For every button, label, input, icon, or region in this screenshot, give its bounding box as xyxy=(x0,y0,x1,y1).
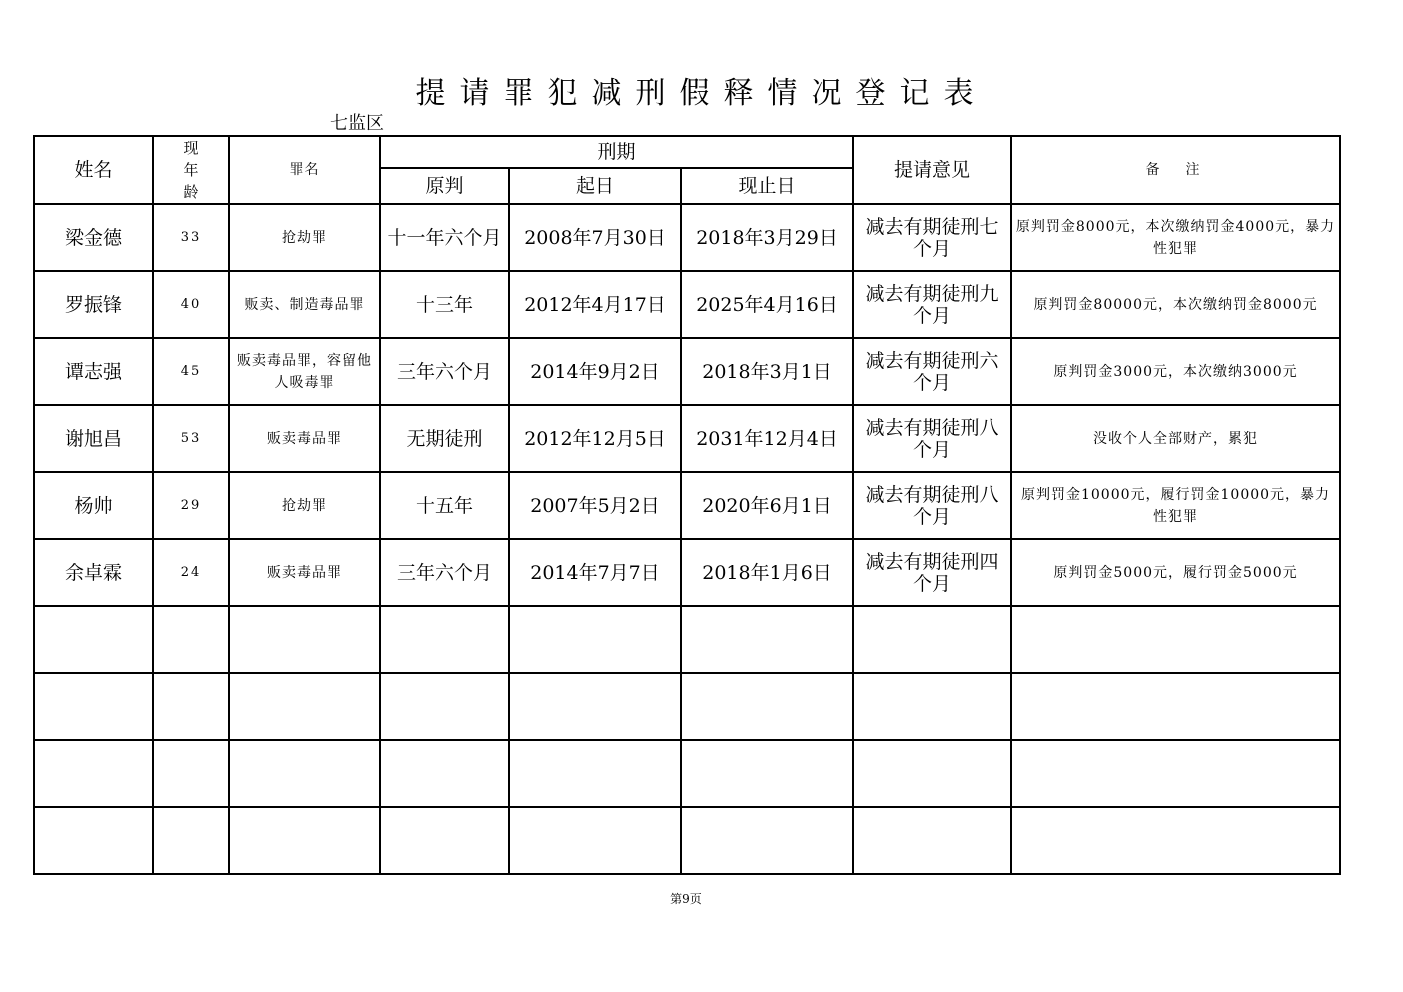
original-sentence-cell: 十三年 xyxy=(380,271,509,338)
empty-cell xyxy=(34,673,153,740)
header-end: 现止日 xyxy=(681,168,853,204)
header-remarks: 备 注 xyxy=(1011,136,1340,204)
start-date-cell: 2012年4月17日 xyxy=(509,271,681,338)
age-cell: 40 xyxy=(153,271,229,338)
empty-cell xyxy=(34,740,153,807)
original-sentence-cell: 无期徒刑 xyxy=(380,405,509,472)
empty-cell xyxy=(153,673,229,740)
remarks-cell: 原判罚金5000元，履行罚金5000元 xyxy=(1011,539,1340,606)
page-title: 提请罪犯减刑假释情况登记表 xyxy=(415,76,988,111)
empty-cell xyxy=(509,807,681,874)
empty-row xyxy=(34,740,1340,807)
table-row xyxy=(34,271,1340,338)
name-cell: 罗振锋 xyxy=(34,271,153,338)
table-row xyxy=(34,204,1340,271)
opinion-cell: 减去有期徒刑四个月 xyxy=(853,539,1011,606)
end-date-cell: 2018年3月29日 xyxy=(681,204,853,271)
empty-cell xyxy=(509,606,681,673)
empty-cell xyxy=(380,807,509,874)
empty-cell xyxy=(229,740,380,807)
remarks-cell: 原判罚金3000元，本次缴纳3000元 xyxy=(1011,338,1340,405)
header-start: 起日 xyxy=(509,168,681,204)
empty-cell xyxy=(509,673,681,740)
empty-cell xyxy=(681,673,853,740)
empty-cell xyxy=(681,807,853,874)
original-sentence-cell: 三年六个月 xyxy=(380,338,509,405)
start-date-cell: 2012年12月5日 xyxy=(509,405,681,472)
opinion-cell: 减去有期徒刑八个月 xyxy=(853,472,1011,539)
empty-cell xyxy=(853,673,1011,740)
header-original: 原判 xyxy=(380,168,509,204)
opinion-cell: 减去有期徒刑七个月 xyxy=(853,204,1011,271)
empty-cell xyxy=(380,606,509,673)
start-date-cell: 2014年9月2日 xyxy=(509,338,681,405)
end-date-cell: 2018年3月1日 xyxy=(681,338,853,405)
table-row xyxy=(34,539,1340,606)
empty-cell xyxy=(229,807,380,874)
table-row xyxy=(34,472,1340,539)
original-sentence-cell: 三年六个月 xyxy=(380,539,509,606)
empty-cell xyxy=(229,673,380,740)
age-cell: 33 xyxy=(153,204,229,271)
district-label: 七监区 xyxy=(330,113,384,134)
age-cell: 45 xyxy=(153,338,229,405)
crime-cell: 抢劫罪 xyxy=(229,204,380,271)
header-age: 现年龄 xyxy=(153,136,229,204)
end-date-cell: 2018年1月6日 xyxy=(681,539,853,606)
header-opinion: 提请意见 xyxy=(853,136,1011,204)
crime-cell: 贩卖毒品罪 xyxy=(229,405,380,472)
name-cell: 杨帅 xyxy=(34,472,153,539)
empty-cell xyxy=(509,740,681,807)
empty-cell xyxy=(153,740,229,807)
end-date-cell: 2020年6月1日 xyxy=(681,472,853,539)
opinion-cell: 减去有期徒刑八个月 xyxy=(853,405,1011,472)
empty-cell xyxy=(1011,740,1340,807)
start-date-cell: 2014年7月7日 xyxy=(509,539,681,606)
header-name: 姓名 xyxy=(34,136,153,204)
empty-cell xyxy=(153,606,229,673)
name-cell: 谢旭昌 xyxy=(34,405,153,472)
empty-cell xyxy=(681,740,853,807)
remarks-cell: 原判罚金8000元，本次缴纳罚金4000元，暴力性犯罪 xyxy=(1011,204,1340,271)
name-cell: 谭志强 xyxy=(34,338,153,405)
remarks-cell: 没收个人全部财产，累犯 xyxy=(1011,405,1340,472)
crime-cell: 贩卖毒品罪 xyxy=(229,539,380,606)
start-date-cell: 2008年7月30日 xyxy=(509,204,681,271)
table-row xyxy=(34,338,1340,405)
crime-cell: 贩卖毒品罪，容留他人吸毒罪 xyxy=(229,338,380,405)
opinion-cell: 减去有期徒刑六个月 xyxy=(853,338,1011,405)
start-date-cell: 2007年5月2日 xyxy=(509,472,681,539)
remarks-cell: 原判罚金80000元，本次缴纳罚金8000元 xyxy=(1011,271,1340,338)
end-date-cell: 2031年12月4日 xyxy=(681,405,853,472)
empty-cell xyxy=(229,606,380,673)
remarks-cell: 原判罚金10000元，履行罚金10000元，暴力性犯罪 xyxy=(1011,472,1340,539)
end-date-cell: 2025年4月16日 xyxy=(681,271,853,338)
crime-cell: 抢劫罪 xyxy=(229,472,380,539)
empty-row xyxy=(34,606,1340,673)
empty-cell xyxy=(34,606,153,673)
header-crime: 罪名 xyxy=(229,136,380,204)
opinion-cell: 减去有期徒刑九个月 xyxy=(853,271,1011,338)
empty-cell xyxy=(853,807,1011,874)
empty-cell xyxy=(1011,606,1340,673)
empty-cell xyxy=(853,740,1011,807)
name-cell: 梁金德 xyxy=(34,204,153,271)
empty-cell xyxy=(34,807,153,874)
empty-row xyxy=(34,673,1340,740)
page-number: 第9页 xyxy=(670,892,702,906)
age-cell: 29 xyxy=(153,472,229,539)
name-cell: 余卓霖 xyxy=(34,539,153,606)
original-sentence-cell: 十一年六个月 xyxy=(380,204,509,271)
crime-cell: 贩卖、制造毒品罪 xyxy=(229,271,380,338)
original-sentence-cell: 十五年 xyxy=(380,472,509,539)
empty-cell xyxy=(681,606,853,673)
header-sentence: 刑期 xyxy=(380,136,853,168)
empty-cell xyxy=(380,740,509,807)
registration-table xyxy=(33,135,1341,875)
age-cell: 24 xyxy=(153,539,229,606)
empty-cell xyxy=(1011,807,1340,874)
table-row xyxy=(34,405,1340,472)
empty-cell xyxy=(153,807,229,874)
empty-row xyxy=(34,807,1340,874)
empty-cell xyxy=(1011,673,1340,740)
empty-cell xyxy=(853,606,1011,673)
empty-cell xyxy=(380,673,509,740)
age-cell: 53 xyxy=(153,405,229,472)
